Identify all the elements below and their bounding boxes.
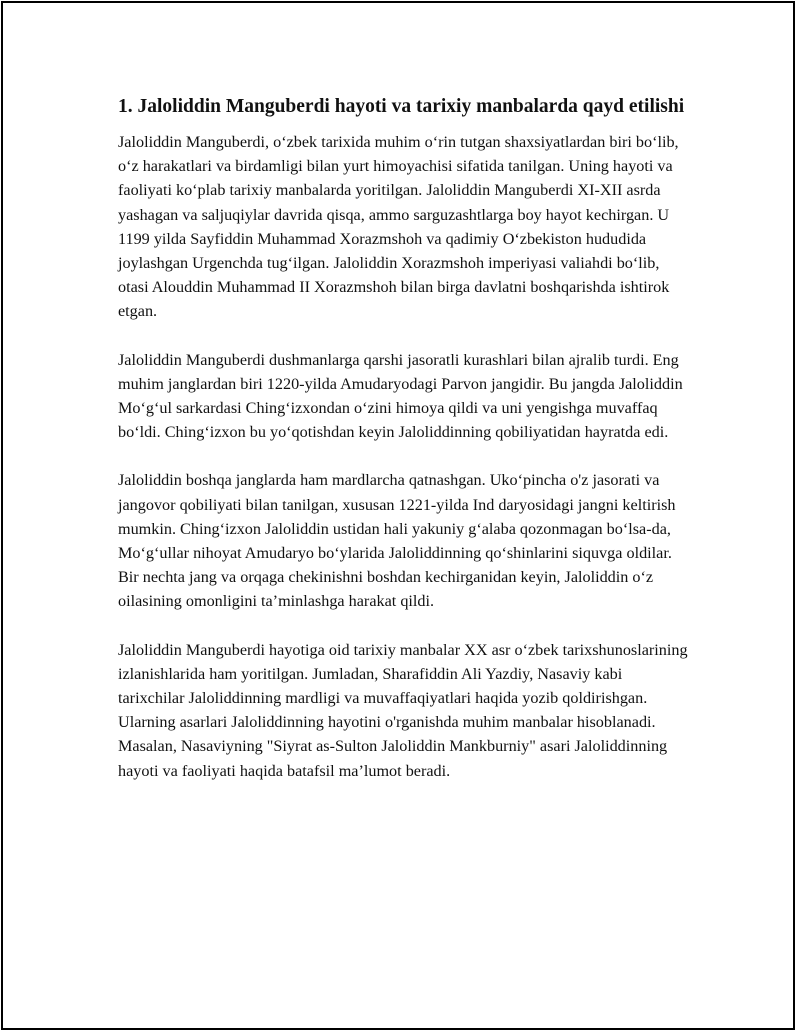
paragraph-3: Jaloliddin boshqa janglarda ham mardlarcha qatnashgan. Uko‘pincha o'z jasorati va jangovor qobiliyati bilan tanilgan, xususan 1221-yilda Ind daryosidagi jangni keltirish mumkin. Ching‘izxon Jaloliddin ustidan hali yakuniy g‘alaba qozonmagan bo‘lsa-da, Mo‘g‘ullar nihoyat Amudaryo bo‘ylarida Jaloliddinning qo‘shinlarini siquvga oldilar. Bir nechta jang va orqaga chekinishni boshdan kechirganidan keyin, Jaloliddin o‘z oilasining omonligini ta’minlashga harakat qildi. [118,471,676,611]
paragraph-2: Jaloliddin Manguberdi dushmanlarga qarshi jasoratli kurashlari bilan ajralib turdi. Eng muhim janglardan biri 1220-yilda Amudaryodagi Parvon jangidir. Bu jangda Jaloliddin Mo‘g‘ul sarkardasi Ching‘izxondan o‘zini himoya qildi va uni yengishga muvaffaq bo‘ldi. Ching‘izxon bu yo‘qotishdan keyin Jaloliddinning qobiliyatidan hayratda edi. [118,350,683,442]
section-heading: 1. Jaloliddin Manguberdi hayoti va tarixiy manbalarda qayd etilishi [118,96,685,117]
paragraph-1: Jaloliddin Manguberdi, o‘zbek tarixida muhim o‘rin tutgan shaxsiyatlardan biri bo‘lib, o‘z harakatlari va birdamligi bilan yurt himoyachisi sifatida tanilgan. Uning hayoti va faoliyati ko‘plab tarixiy manbalarda yoritilgan. Jaloliddin Manguberdi XI-XII asrda yashagan va saljuqiylar davrida qisqa, ammo sarguzashtlarga boy hayot kechirgan. U 1199 yilda Sayfiddin Muhammad Xorazmshoh va qadimiy O‘zbekiston hududida joylashgan Urgenchda tug‘ilgan. Jaloliddin Xorazmshoh imperiyasi valiahdi bo‘lib, otasi Alouddin Muhammad II Xorazmshoh bilan birga davlatni boshqarishda ishtirok etgan. [118,133,679,321]
paragraph-4: Jaloliddin Manguberdi hayotiga oid tarixiy manbalar XX asr o‘zbek tarixshunoslarining izlanishlarida ham yoritilgan. Jumladan, Sharafiddin Ali Yazdiy, Nasaviy kabi tarixchilar Jaloliddinning mardligi va muvaffaqiyatlari haqida yozib qoldirishgan. Ularning asarlari Jaloliddinning hayotini o'rganishda muhim manbalar hisoblanadi. Masalan, Nasaviyning "Siyrat as-Sulton Jaloliddin Mankburniy" asari Jaloliddinning hayoti va faoliyati haqida batafsil ma’lumot beradi. [118,640,688,780]
document-body [118,93,690,807]
